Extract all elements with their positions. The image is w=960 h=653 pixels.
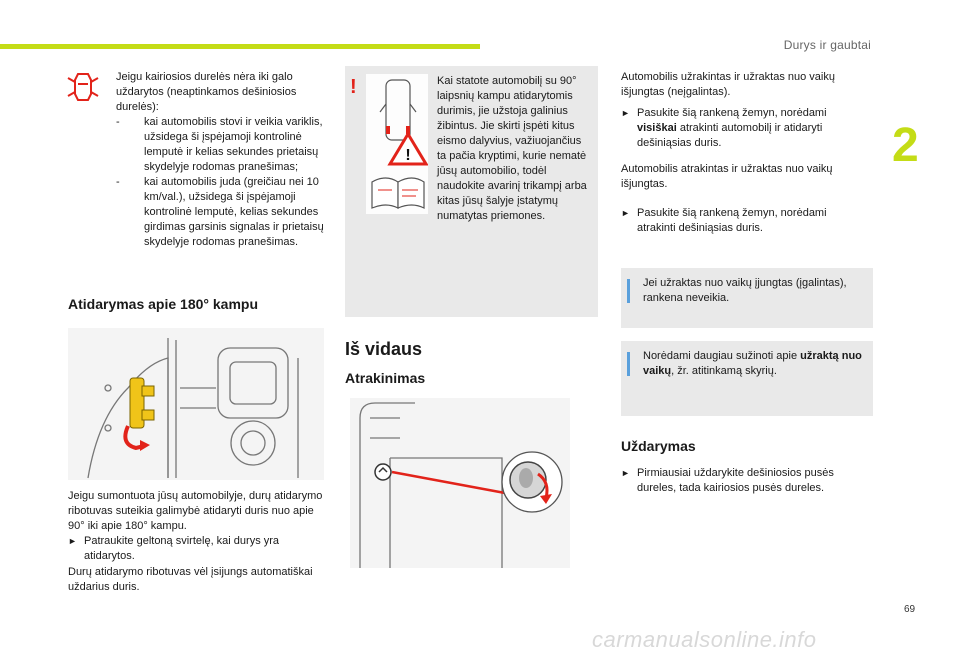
locked-state-text: Automobilis užrakintas ir užraktas nuo vaikų išjungtas (neįgalintas). <box>621 71 835 98</box>
section-heading: Atrakinimas <box>345 370 426 386</box>
step-text: Patraukite geltoną svirtelę, kai durys yra atidarytos. <box>84 535 280 562</box>
bullet-text: kai automobilis juda (greičiau nei 10 km/val.), užsidega ši įspėjamoji kontrolinė lemputė, kelias sekundes girdimas garsinis signalas ir prietaisų skydelyje rodomas pranešimas. <box>144 176 324 248</box>
rear-lights-warning-illustration <box>366 74 428 214</box>
interior-handle-illustration <box>350 398 570 568</box>
section-title: Durys ir gaubtai <box>783 38 871 52</box>
door-warning-text: Jeigu kairiosios durelės nėra iki galo uždarytos (neaptinkamos dešiniosios durelės): <box>116 71 297 113</box>
info-text: Norėdami daugiau sužinoti apie užraktą nuo vaikų, žr. atitinkamą skyrių. <box>643 350 862 377</box>
step-instruction <box>621 106 861 151</box>
info-box <box>621 268 873 328</box>
bullet-text: kai automobilis stovi ir veikia variklis, užsidega ši įspėjamoji kontrolinė lemputė ir kelias sekundes prietaisų skydelyje rodomas pranešimas; <box>144 116 323 173</box>
list-item <box>116 175 324 250</box>
step-text: Pasukite šią rankeną žemyn, norėdami atrakinti dešiniąsias duris. <box>637 207 827 234</box>
info-icon <box>627 279 630 303</box>
exclamation-icon: ! <box>350 76 357 98</box>
step-arrow-icon: ► <box>621 468 630 478</box>
section-heading: Atidarymas apie 180° kampu <box>68 296 259 312</box>
accent-bar <box>0 44 480 49</box>
info-icon <box>627 352 630 376</box>
door-warning-list <box>116 115 324 250</box>
chapter-number: 2 <box>892 119 919 172</box>
unlocked-state-text: Automobilis atrakintas ir užraktas nuo vaikų išjungtas. <box>621 163 833 190</box>
watermark: carmanualsonline.info <box>592 627 817 652</box>
step-instruction <box>68 534 324 564</box>
step-text: Pirmiausiai uždarykite dešiniosios pusės dureles, tada kairiosios pusės dureles. <box>637 467 834 494</box>
step-arrow-icon: ► <box>621 108 630 118</box>
step-instruction <box>621 466 861 496</box>
step-instruction <box>621 206 861 236</box>
door-open-warning-icon <box>66 70 100 106</box>
step-text: Pasukite šią rankeną žemyn, norėdami visiškai atrakinti automobilį ir atidaryti dešiniąsias duris. <box>637 107 827 149</box>
list-item <box>116 115 324 175</box>
section-heading: Uždarymas <box>621 438 696 454</box>
limiter-note: Durų atidarymo ribotuvas vėl įsijungs automatiškai uždarius duris. <box>68 566 313 593</box>
info-text: Jei užraktas nuo vaikų įjungtas (įgalintas), rankena neveikia. <box>643 277 847 304</box>
bullet-mark: - <box>116 116 120 128</box>
bullet-mark: - <box>116 176 120 188</box>
limiter-description: Jeigu sumontuota jūsų automobilyje, durų atidarymo ribotuvas suteikia galimybė atidaryti duris nuo apie 90° iki apie 180° kampu. <box>68 490 323 532</box>
step-arrow-icon: ► <box>68 536 77 546</box>
main-heading: Iš vidaus <box>345 339 423 359</box>
parking-warning-text: Kai statote automobilį su 90° laipsnių kampu atidarytomis durimis, jie užstoja galinius žibintus. Jie skirti įspėti kitus eismo dalyvius, važiuojančius ta pačia kryptimi, kurie nematė jūsų automobilio, todėl naudokite avarinį trikampį arba kitas jūsų šalyje įstatymų numatytas priemones. <box>437 75 587 222</box>
svg-text:!: ! <box>405 147 411 164</box>
door-check-strap-illustration <box>68 328 324 480</box>
info-box <box>621 341 873 416</box>
page-number: 69 <box>904 604 916 615</box>
step-arrow-icon: ► <box>621 208 630 218</box>
